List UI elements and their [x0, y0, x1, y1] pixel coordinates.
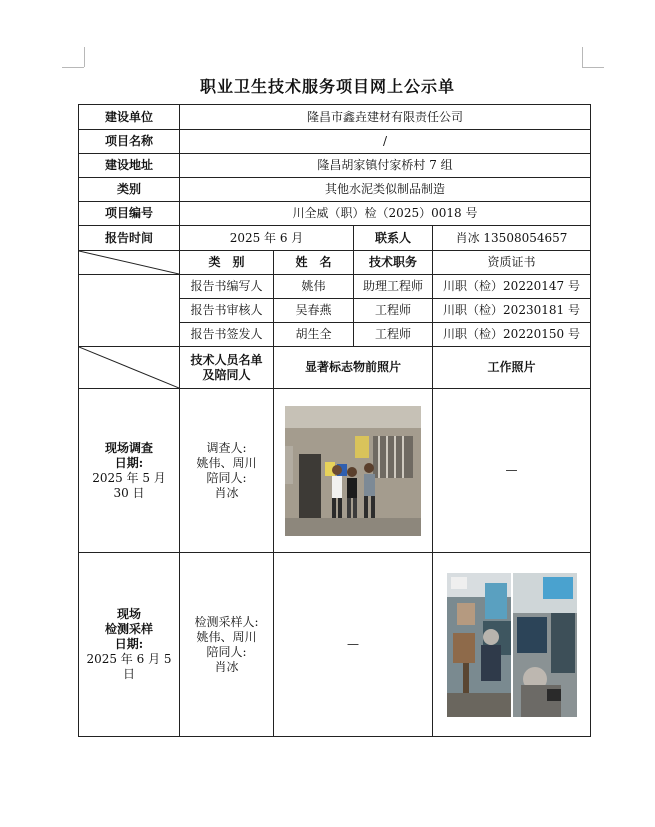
landmark-photo-cell [274, 389, 433, 553]
value-report-time: 2025 年 6 月 [180, 226, 354, 251]
photo-header-row [79, 347, 591, 389]
crop-mark-top-left [84, 47, 85, 67]
publicity-form-table [78, 104, 591, 737]
sampling-row [79, 553, 591, 737]
work-photo [447, 573, 577, 717]
label-project-name: 项目名称 [79, 130, 180, 154]
sampling-label [79, 553, 180, 737]
header-title: 技术职务 [354, 251, 433, 275]
diagonal-header-cell [79, 347, 180, 389]
header-certificate: 资质证书 [433, 251, 591, 275]
row-project-no [79, 202, 591, 226]
row-address [79, 154, 591, 178]
staff-title: 工程师 [354, 323, 433, 347]
diagonal-header-cell [79, 251, 180, 275]
label-contact: 联系人 [354, 226, 433, 251]
row-report-time [79, 226, 591, 251]
sampling-staff-line: 检测采样人: [194, 614, 259, 629]
crop-mark-top-left [62, 67, 84, 68]
survey-date-label: 日期: [114, 455, 144, 470]
landmark-photo [285, 406, 421, 536]
row-category [79, 178, 591, 202]
header-category: 类 别 [180, 251, 274, 275]
survey-staff-line: 调查人: [206, 440, 247, 455]
sampling-date: 2025 年 6 月 5 日 [86, 652, 172, 681]
blank-cell [79, 275, 180, 347]
staff-role: 报告书签发人 [180, 323, 274, 347]
survey-date: 2025 年 5 月 30 日 [92, 470, 166, 500]
survey-row [79, 389, 591, 553]
staff-name: 姚伟 [274, 275, 354, 299]
staff-certificate: 川职（检）20230181 号 [433, 299, 591, 323]
value-category: 其他水泥类似制品制造 [180, 178, 591, 202]
survey-label [79, 389, 180, 553]
staff-row [79, 275, 591, 299]
survey-label-line: 现场调查 [104, 440, 153, 455]
sampling-date-label: 日期: [114, 637, 144, 651]
sampling-staff-line: 肖冰 [214, 659, 239, 674]
sampling-staff-line: 陪同人: [206, 644, 247, 659]
work-photo-cell [433, 553, 591, 737]
staff-header-row [79, 251, 591, 275]
sampling-landmark-photo: — [274, 553, 433, 737]
header-work-photo: 工作照片 [433, 347, 591, 389]
staff-name: 吴春燕 [274, 299, 354, 323]
value-unit: 隆昌市鑫垚建材有限责任公司 [180, 105, 591, 130]
label-report-time: 报告时间 [79, 226, 180, 251]
crop-mark-top-right [582, 47, 583, 67]
staff-certificate: 川职（检）20220147 号 [433, 275, 591, 299]
survey-staff-line: 肖冰 [214, 485, 239, 500]
value-project-name: / [180, 130, 591, 154]
value-contact: 肖冰 13508054657 [433, 226, 591, 251]
label-category: 类别 [79, 178, 180, 202]
label-project-no: 项目编号 [79, 202, 180, 226]
value-project-no: 川全威（职）检（2025）0018 号 [180, 202, 591, 226]
document-title: 职业卫生技术服务项目网上公示单 [199, 77, 455, 96]
staff-title: 助理工程师 [354, 275, 433, 299]
staff-role: 报告书审核人 [180, 299, 274, 323]
crop-mark-top-right [582, 67, 604, 68]
survey-staff-line: 陪同人: [206, 470, 247, 485]
staff-certificate: 川职（检）20220150 号 [433, 323, 591, 347]
header-staff-list: 技术人员名单及陪同人 [180, 347, 274, 389]
value-address: 隆昌胡家镇付家桥村 7 组 [180, 154, 591, 178]
row-project-name [79, 130, 591, 154]
header-name: 姓 名 [274, 251, 354, 275]
label-unit: 建设单位 [79, 105, 180, 130]
sampling-label-line: 检测采样 [104, 622, 153, 636]
sampling-staff-line: 姚伟、周川 [196, 629, 257, 644]
survey-staff-line: 姚伟、周川 [196, 455, 257, 470]
staff-title: 工程师 [354, 299, 433, 323]
survey-work-photo: — [433, 389, 591, 553]
row-unit [79, 105, 591, 130]
header-landmark-photo: 显著标志物前照片 [274, 347, 433, 389]
label-address: 建设地址 [79, 154, 180, 178]
staff-name: 胡生全 [274, 323, 354, 347]
staff-role: 报告书编写人 [180, 275, 274, 299]
sampling-label-line: 现场 [116, 607, 141, 621]
survey-staff [180, 389, 274, 553]
sampling-staff [180, 553, 274, 737]
